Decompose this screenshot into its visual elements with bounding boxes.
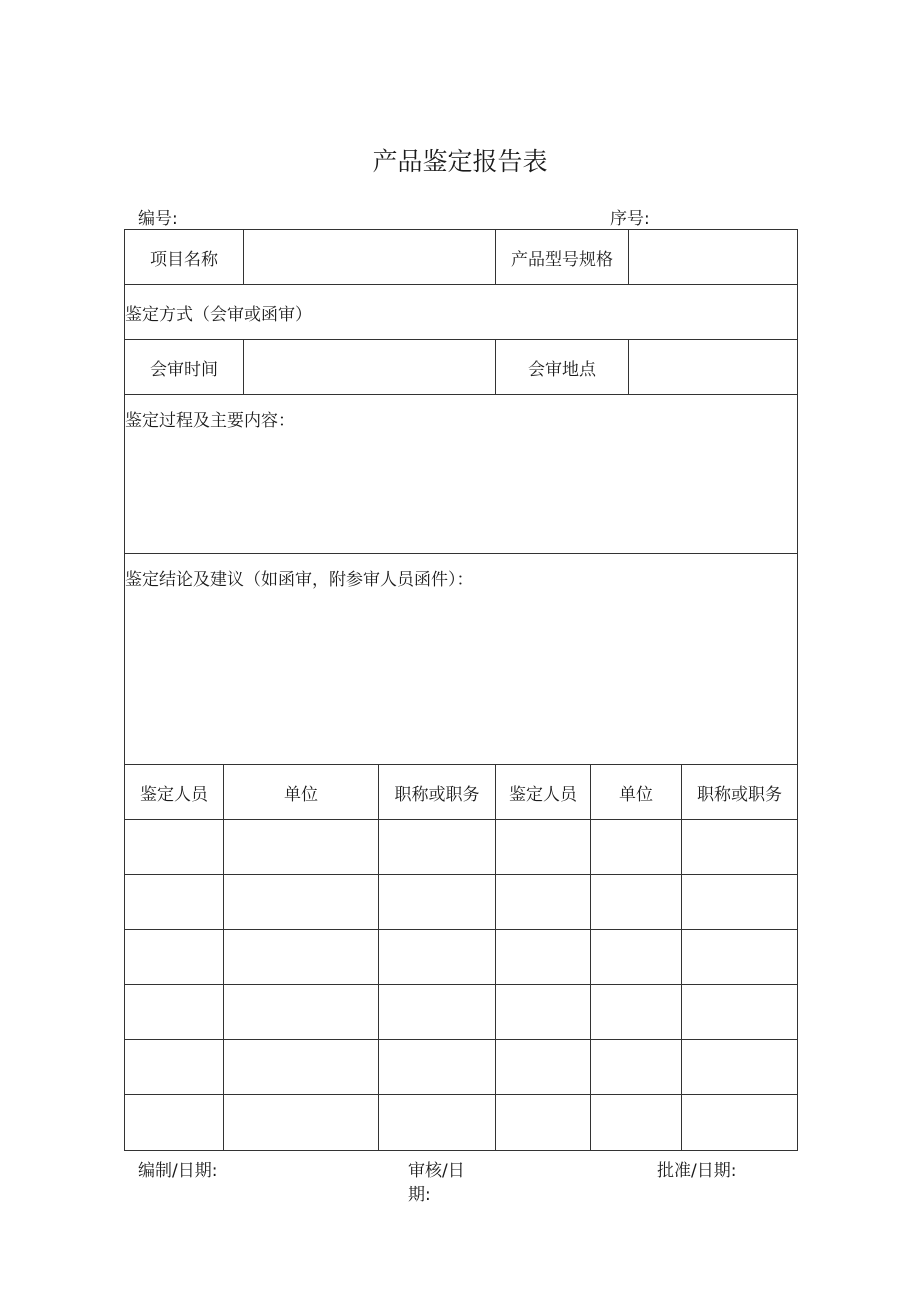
model-spec-label: 产品型号规格 — [511, 249, 613, 270]
personnel-cell[interactable] — [379, 1040, 495, 1094]
personnel-cell[interactable] — [682, 985, 797, 1039]
personnel-cell[interactable] — [379, 985, 495, 1039]
personnel-header-unit-2: 单位 — [619, 784, 653, 805]
conclusion-label: 鉴定结论及建议（如函审，附参审人员函件）： — [125, 570, 474, 590]
process-content-area[interactable] — [125, 432, 797, 552]
personnel-cell[interactable] — [379, 875, 495, 929]
personnel-cell[interactable] — [125, 930, 223, 984]
project-name-label: 项目名称 — [150, 249, 218, 270]
personnel-cell[interactable] — [125, 1040, 223, 1094]
personnel-cell[interactable] — [125, 820, 223, 874]
personnel-header-person-2: 鉴定人员 — [509, 784, 577, 805]
personnel-cell[interactable] — [496, 985, 590, 1039]
personnel-header-unit-1: 单位 — [284, 784, 318, 805]
number-label: 编号: — [138, 209, 178, 229]
personnel-cell[interactable] — [379, 820, 495, 874]
personnel-header-title-1: 职称或职务 — [394, 784, 480, 805]
reviewed-date-label-line2: 期: — [408, 1185, 431, 1205]
personnel-header-title-2: 职称或职务 — [697, 784, 782, 805]
personnel-cell[interactable] — [379, 1095, 495, 1150]
personnel-cell[interactable] — [591, 1040, 681, 1094]
personnel-cell[interactable] — [591, 820, 681, 874]
meeting-time-label: 会审时间 — [150, 359, 218, 380]
process-label: 鉴定过程及主要内容： — [125, 411, 295, 431]
personnel-cell[interactable] — [682, 875, 797, 929]
personnel-cell[interactable] — [682, 1040, 797, 1094]
method-label: 鉴定方式（会审或函审） — [125, 304, 312, 325]
personnel-cell[interactable] — [496, 1040, 590, 1094]
meeting-place-field[interactable] — [629, 340, 797, 394]
personnel-cell[interactable] — [224, 930, 378, 984]
page-title: 产品鉴定报告表 — [372, 147, 548, 176]
personnel-cell[interactable] — [496, 930, 590, 984]
project-name-field[interactable] — [244, 230, 495, 284]
personnel-cell[interactable] — [224, 875, 378, 929]
meeting-place-label: 会审地点 — [528, 359, 596, 380]
serial-label: 序号: — [610, 209, 650, 229]
personnel-cell[interactable] — [224, 985, 378, 1039]
personnel-cell[interactable] — [591, 1095, 681, 1150]
personnel-cell[interactable] — [379, 930, 495, 984]
prepared-date-label: 编制/日期: — [138, 1161, 218, 1181]
personnel-cell[interactable] — [125, 985, 223, 1039]
personnel-cell[interactable] — [682, 930, 797, 984]
personnel-cell[interactable] — [125, 875, 223, 929]
meeting-time-field[interactable] — [244, 340, 495, 394]
personnel-cell[interactable] — [591, 985, 681, 1039]
personnel-cell[interactable] — [224, 820, 378, 874]
personnel-cell[interactable] — [125, 1095, 223, 1150]
personnel-header-person-1: 鉴定人员 — [140, 784, 208, 805]
personnel-cell[interactable] — [682, 1095, 797, 1150]
personnel-cell[interactable] — [224, 1040, 378, 1094]
reviewed-date-label-line1: 审核/日 — [408, 1161, 465, 1181]
model-spec-field[interactable] — [629, 230, 797, 284]
personnel-cell[interactable] — [496, 875, 590, 929]
personnel-cell[interactable] — [591, 930, 681, 984]
conclusion-content-area[interactable] — [125, 592, 797, 763]
personnel-cell[interactable] — [496, 820, 590, 874]
personnel-cell[interactable] — [224, 1095, 378, 1150]
personnel-cell[interactable] — [591, 875, 681, 929]
personnel-cell[interactable] — [496, 1095, 590, 1150]
approved-date-label: 批准/日期: — [657, 1161, 737, 1181]
personnel-cell[interactable] — [682, 820, 797, 874]
